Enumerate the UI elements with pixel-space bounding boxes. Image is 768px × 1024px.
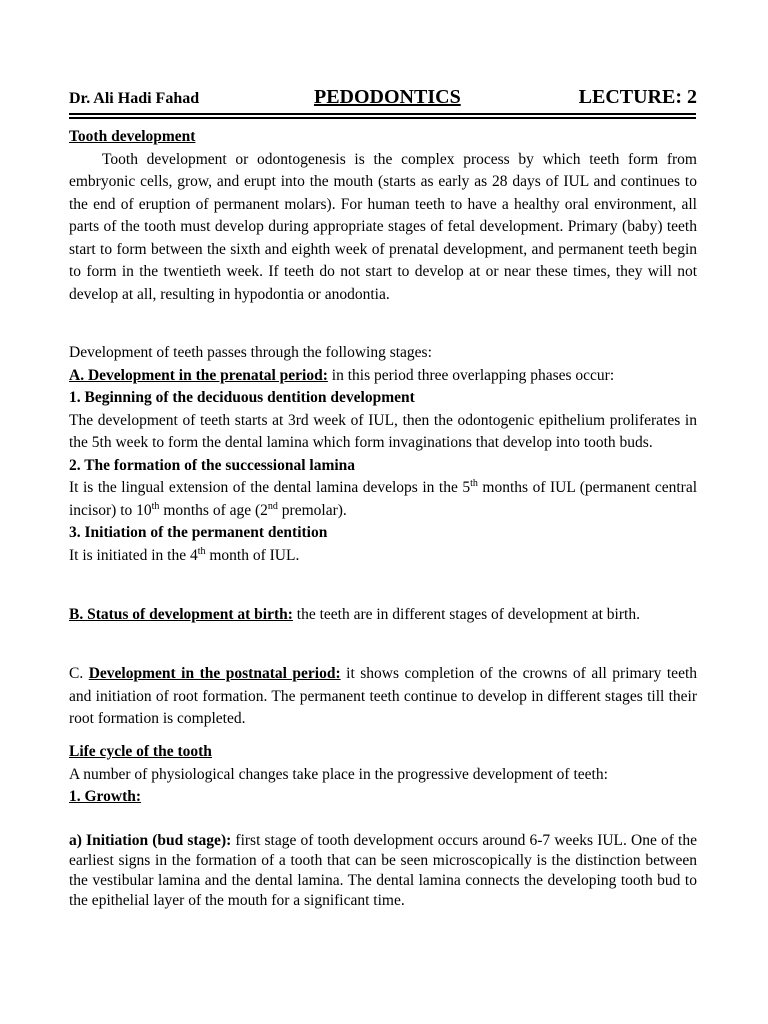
section-b-text: the teeth are in different stages of development at birth.	[292, 606, 640, 623]
section-c-label: Development in the postnatal period:	[88, 665, 341, 682]
section-a-text: in this period three overlapping phases occur:	[327, 366, 615, 384]
text-run: months of IUL (permanent central incisor) to 10	[69, 479, 698, 519]
lecture-number: LECTURE: 2	[578, 86, 697, 108]
life-cycle-section	[69, 741, 697, 809]
subheading: 1. Growth:	[69, 788, 142, 805]
section-c-letter: C.	[69, 665, 89, 682]
superscript: th	[151, 500, 160, 512]
paragraph	[69, 477, 697, 522]
page-header	[69, 84, 699, 112]
section-b-label: B. Status of development at birth:	[69, 606, 293, 623]
subheading: 3. Initiation of the permanent dentition	[69, 524, 328, 541]
section-b	[69, 604, 697, 627]
section-a-label: A. Development in the prenatal period:	[69, 366, 328, 384]
course-title: PEDODONTICS	[314, 86, 461, 108]
superscript: nd	[267, 500, 278, 512]
section-a-line	[69, 365, 697, 388]
subheading: 1. Beginning of the deciduous dentition development	[69, 389, 415, 406]
tooth-development-section	[69, 126, 697, 306]
section-c-text: it shows completion of the crowns of all primary teeth and initiation of root formation. The permanent teeth continue to develop in different stages till their root formation is completed.	[69, 665, 697, 727]
paragraph: The development of teeth starts at 3rd week of IUL, then the odontogenic epithelium proliferates in the 5th week to form the dental lamina which form invaginations that develop into tooth buds.	[69, 411, 697, 451]
author-name: Dr. Ali Hadi Fahad	[69, 90, 200, 107]
text-run: months of age (2	[159, 501, 268, 519]
initiation-label: a) Initiation (bud stage):	[69, 832, 232, 849]
text-run: premolar).	[277, 501, 347, 519]
section-heading: Tooth development	[69, 128, 196, 145]
text-run: month of IUL.	[205, 546, 300, 564]
text-run: It is initiated in the 4	[69, 546, 198, 564]
paragraph: A number of physiological changes take place in the progressive development of teeth:	[69, 765, 608, 783]
stages-section	[69, 342, 697, 567]
paragraph	[69, 545, 697, 568]
initiation-paragraph	[69, 831, 697, 911]
initiation-text: first stage of tooth development occurs around 6-7 weeks IUL. One of the earliest signs in the formation of a tooth that can be seen microscopically is the distinction between the vestibular lamina and the dental lamina. The dental lamina connects the developing tooth bud to the epithelial layer of the mouth for a significant time.	[69, 832, 697, 909]
document-page	[69, 84, 699, 909]
superscript: th	[197, 545, 206, 557]
superscript: th	[470, 477, 478, 489]
section-c	[69, 663, 697, 731]
text-run: It is the lingual extension of the dental lamina develops in the 5	[69, 479, 471, 496]
section-heading: Life cycle of the tooth	[69, 743, 212, 760]
paragraph: Development of teeth passes through the following stages:	[69, 344, 432, 361]
header-divider	[69, 113, 696, 119]
subheading: 2. The formation of the successional lamina	[69, 456, 356, 474]
paragraph: Tooth development or odontogenesis is the complex process by which teeth form from embryonic cells, grow, and erupt into the mouth (starts as early as 28 days of IUL and continues to the end of eruption of permanent molars). For human teeth to have a healthy oral environment, all parts of the tooth must develop during appropriate stages of fetal development. Primary (baby) teeth start to form between the sixth and eighth week of prenatal development, and permanent teeth begin to form in the twentieth week. If teeth do not start to develop at or near these times, they will not develop at all, resulting in hypodontia or anodontia.	[69, 150, 697, 303]
